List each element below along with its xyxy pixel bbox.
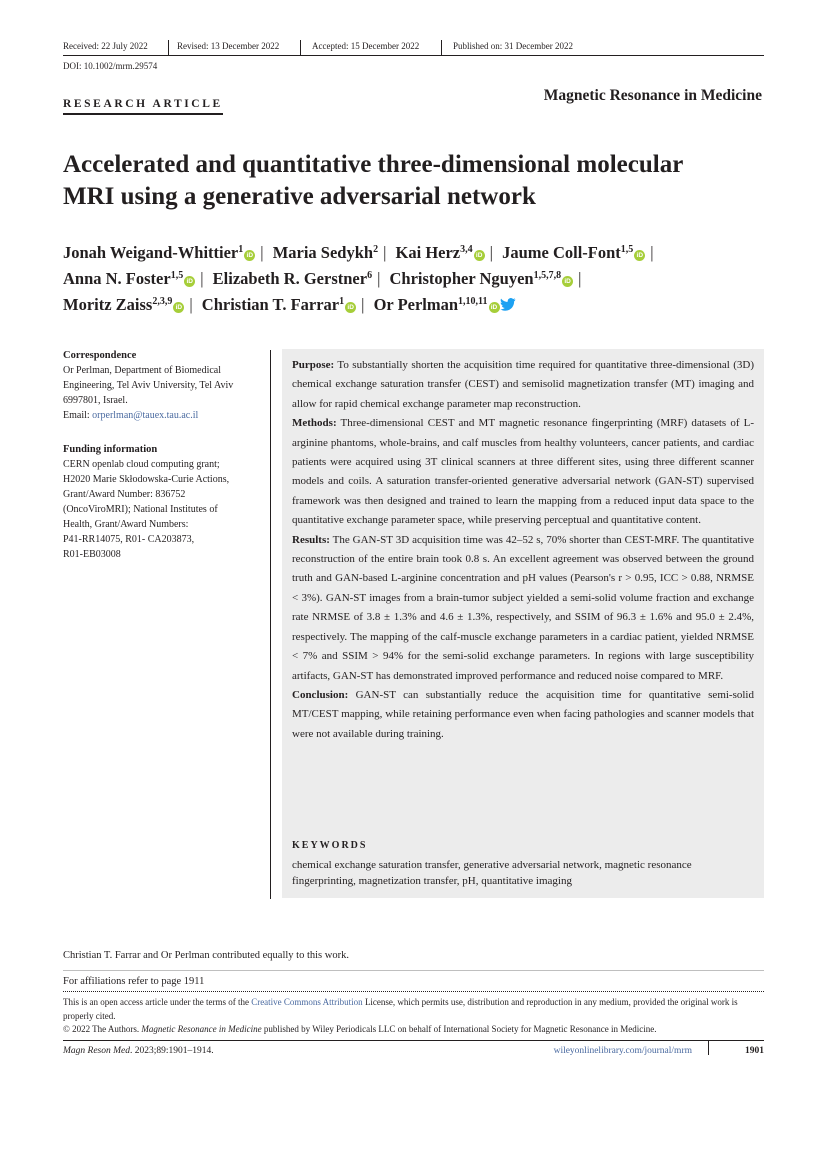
author-name[interactable]: Christian T. Farrar xyxy=(201,295,340,314)
orcid-icon[interactable]: iD xyxy=(244,250,255,261)
license-text: License, which permits use, distribution and reproduction in any medium, provided the original work is properly cited. xyxy=(63,997,738,1021)
author-list xyxy=(63,240,768,319)
license-note xyxy=(63,996,764,1023)
separator xyxy=(168,40,169,56)
orcid-icon[interactable]: iD xyxy=(562,276,573,287)
affiliation-marker: 1,5,7,8 xyxy=(533,270,562,281)
accepted-date: Accepted: 15 December 2022 xyxy=(312,41,420,51)
author-name[interactable]: Christopher Nguyen xyxy=(389,269,534,288)
separator: | xyxy=(361,295,365,314)
orcid-icon[interactable]: iD xyxy=(184,276,195,287)
copyright-note xyxy=(63,1024,764,1034)
funding-line: H2020 Marie Skłodowska-Curie Actions, xyxy=(63,474,230,485)
separator: | xyxy=(383,243,387,262)
separator: | xyxy=(650,243,654,262)
article-title xyxy=(63,149,783,213)
correspondence-line: 6997801, Israel. xyxy=(63,395,128,406)
citation-details: . 2023;89:1901–1914. xyxy=(130,1046,214,1056)
separator xyxy=(300,40,301,56)
funding-line: Grant/Award Number: 836752 xyxy=(63,489,186,500)
published-date: Published on: 31 December 2022 xyxy=(453,41,573,51)
affiliation-marker: 1,5 xyxy=(170,270,184,281)
conclusion-text: GAN-ST can substantially reduce the acquisition time for quantitative semi-solid MT/CEST mapping, while retaining performance even when facing pathologies and scanner models that were not available during training. xyxy=(292,688,754,740)
page-divider xyxy=(708,1040,709,1055)
separator: | xyxy=(189,295,193,314)
title-line-1: Accelerated and quantitative three-dimensional molecular xyxy=(63,151,684,178)
correspondence-line: Or Perlman, Department of Biomedical xyxy=(63,365,222,376)
sidebar-info xyxy=(63,348,268,562)
affiliation-marker: 1 xyxy=(238,244,244,255)
title-line-2: MRI using a generative adversarial network xyxy=(63,183,536,210)
keywords xyxy=(292,840,754,889)
journal-website-link[interactable]: wileyonlinelibrary.com/journal/mrm xyxy=(553,1046,692,1056)
orcid-icon[interactable]: iD xyxy=(489,302,500,313)
twitter-icon[interactable] xyxy=(500,293,516,319)
correspondence-heading: Correspondence xyxy=(63,350,137,361)
author-line-2 xyxy=(63,266,768,292)
separator: | xyxy=(578,269,582,288)
funding-line: R01-EB03008 xyxy=(63,549,121,560)
revised-date: Revised: 13 December 2022 xyxy=(177,41,280,51)
doi[interactable]: DOI: 10.1002/mrm.29574 xyxy=(63,61,158,71)
funding-line: P41-RR14075, R01- CA203873, xyxy=(63,534,195,545)
methods-text: Three-dimensional CEST and MT magnetic resonance fingerprinting (MRF) datasets of L-arginine phantoms, whole-brains, and calf muscles from healthy volunteers, cancer patients, and cardiac patients were acquired using 3T clinical scanners at three different sites, using three different scanner models and coils. A saturation transfer-oriented generative adversarial network (GAN-ST) supervised framework was then designed and trained to learn the mapping from a reduced input data space to the quantitative exchange parameter space, while preserving perceptual and quantitative content. xyxy=(292,417,754,527)
author-name[interactable]: Kai Herz xyxy=(395,243,461,262)
funding-line: CERN openlab cloud computing grant; xyxy=(63,459,220,470)
author-name[interactable]: Or Perlman xyxy=(373,295,459,314)
correspondence-line: Engineering, Tel Aviv University, Tel Aviv xyxy=(63,380,234,391)
affiliation-marker: 2,3,9 xyxy=(152,296,173,307)
methods-label: Methods: xyxy=(292,417,337,430)
affiliation-marker: 6 xyxy=(367,270,373,281)
page-number: 1901 xyxy=(745,1046,764,1056)
separator: | xyxy=(200,269,204,288)
author-name[interactable]: Maria Sedykh xyxy=(272,243,374,262)
contribution-note: Christian T. Farrar and Or Perlman contributed equally to this work. xyxy=(63,950,349,961)
email-label: Email: xyxy=(63,410,93,421)
funding-line: (OncoViroMRI); National Institutes of xyxy=(63,504,218,515)
date-bar xyxy=(63,40,764,56)
separator xyxy=(441,40,442,56)
correspondence-email-line xyxy=(63,408,268,423)
affiliation-marker: 1 xyxy=(339,296,345,307)
divider xyxy=(63,970,764,971)
copyright-text: © 2022 The Authors. xyxy=(63,1024,142,1034)
abstract-text xyxy=(292,356,754,744)
license-text: This is an open access article under the terms of the xyxy=(63,997,252,1007)
abstract-purpose xyxy=(292,356,754,414)
abstract-conclusion xyxy=(292,686,754,744)
article-type: RESEARCH ARTICLE xyxy=(63,98,223,115)
keywords-text: chemical exchange saturation transfer, generative adversarial network, magnetic resonance fingerprinting, magnetization transfer, pH, quantitative imaging xyxy=(292,859,692,887)
separator: | xyxy=(489,243,493,262)
orcid-icon[interactable]: iD xyxy=(345,302,356,313)
author-line-1 xyxy=(63,240,768,266)
journal-name: Magnetic Resonance in Medicine xyxy=(543,87,762,104)
affiliation-marker: 3,4 xyxy=(460,244,473,255)
author-name[interactable]: Jonah Weigand-Whittier xyxy=(63,243,239,262)
funding-line: Health, Grant/Award Numbers: xyxy=(63,519,189,530)
abstract-results xyxy=(292,531,754,686)
license-link[interactable]: Creative Commons Attribution xyxy=(251,997,363,1007)
author-name[interactable]: Moritz Zaiss xyxy=(63,295,153,314)
funding-heading: Funding information xyxy=(63,444,158,455)
results-text: The GAN-ST 3D acquisition time was 42–52 s, 70% shorter than CEST-MRF. The quantitative reconstruction of the entire brain took 0.8 s. An excellent agreement was observed between the ground truth and GAN-based L-arginine concentration and pH values (Pearson's r > 0.95, ICC > 0.88, NRMSE < 3%). GAN-ST images from a brain-tumor subject yielded a semi-solid volume fraction and exchange rate NRMSE of 3.8 ± 1.3% and 4.6 ± 1.3%, respectively, and SSIM of 96.3 ± 1.6% and 95.0 ± 2.4%, respectively. The mapping of the calf-muscle exchange parameters in a cardiac patient, yielded NRMSE < 7% and SSIM > 94% for the semi-solid exchange parameters. In regions with large susceptibility artifacts, GAN-ST has demonstrated improved performance and reduced noise compared to MRF. xyxy=(292,533,754,682)
citation xyxy=(63,1046,214,1056)
abstract-box xyxy=(282,349,764,898)
orcid-icon[interactable]: iD xyxy=(173,302,184,313)
dotted-divider xyxy=(63,991,764,992)
received-date: Received: 22 July 2022 xyxy=(63,41,148,51)
orcid-icon[interactable]: iD xyxy=(474,250,485,261)
email-link[interactable]: orperlman@tauex.tau.ac.il xyxy=(92,410,199,421)
author-name[interactable]: Jaume Coll-Font xyxy=(502,243,621,262)
footer-rule xyxy=(63,1040,764,1041)
purpose-label: Purpose: xyxy=(292,359,335,371)
affiliation-marker: 2 xyxy=(373,244,379,255)
column-divider xyxy=(270,350,271,899)
author-name[interactable]: Anna N. Foster xyxy=(63,269,171,288)
conclusion-label: Conclusion: xyxy=(292,688,349,701)
copyright-text: published by Wiley Periodicals LLC on behalf of International Society for Magnetic Resonance in Medicine. xyxy=(261,1024,657,1034)
separator: | xyxy=(260,243,264,262)
affiliation-note: For affiliations refer to page 1911 xyxy=(63,976,205,987)
abstract-methods xyxy=(292,414,754,530)
separator: | xyxy=(377,269,381,288)
affiliation-marker: 1,10,11 xyxy=(458,296,488,307)
keywords-heading: KEYWORDS xyxy=(292,840,368,851)
affiliation-marker: 1,5 xyxy=(620,244,634,255)
orcid-icon[interactable]: iD xyxy=(634,250,645,261)
author-name[interactable]: Elizabeth R. Gerstner xyxy=(212,269,368,288)
copyright-journal: Magnetic Resonance in Medicine xyxy=(141,1024,262,1034)
citation-journal: Magn Reson Med xyxy=(63,1046,131,1056)
purpose-text: To substantially shorten the acquisition time required for quantitative three-dimensional (3D) chemical exchange saturation transfer (CEST) and semisolid magnetization transfer (MT) imaging and allow for rapid chemical exchange parameter map reconstruction. xyxy=(292,359,754,410)
results-label: Results: xyxy=(292,533,330,546)
author-line-3 xyxy=(63,292,768,319)
